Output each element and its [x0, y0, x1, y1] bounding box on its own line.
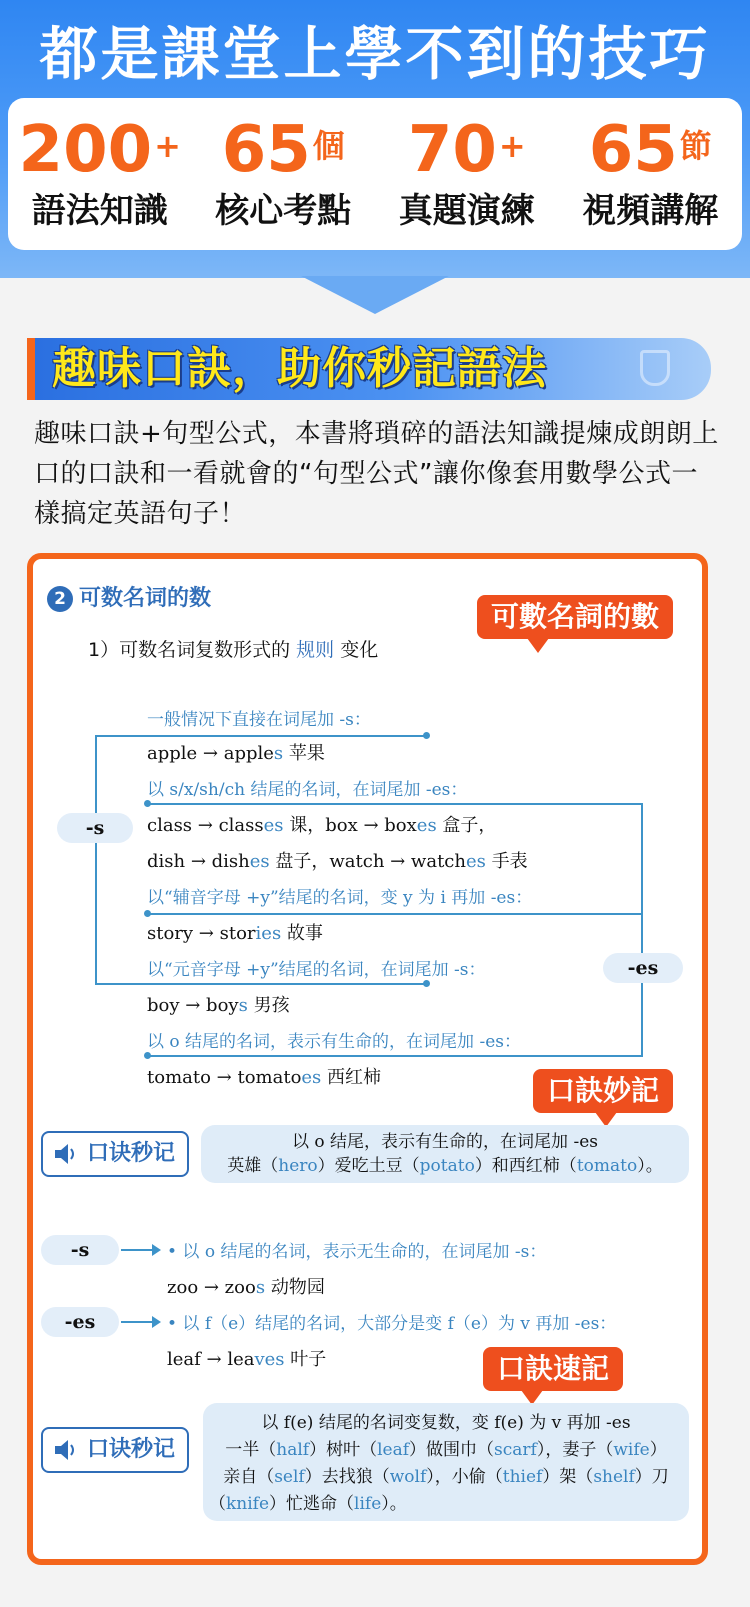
stat-unit: 個 — [312, 127, 345, 165]
example-line: tomato → tomatoes 西红柿 — [147, 1067, 382, 1088]
bracket-line — [147, 913, 643, 915]
down-pointer-icon — [301, 276, 449, 314]
section-title-text: 可数名词的数 — [79, 586, 212, 611]
stat-value: 70 — [407, 113, 497, 187]
mnemonic-label — [41, 1427, 189, 1473]
rule-text: 以“元音字母 +y”结尾的名词，在词尾加 -s： — [147, 960, 486, 980]
stat-exercises — [375, 98, 559, 250]
bracket-dot — [144, 800, 151, 807]
mnemonic-line: 亲自（self）去找狼（wolf），小偷（thief）架（shelf）刀 — [223, 1467, 669, 1487]
intro-paragraph: 趣味口訣+句型公式，本書將瑣碎的語法知識提煉成朗朗上口的口訣和一看就會的“句型公式”讓你像套用數學公式一樣搞定英語句子！ — [34, 419, 719, 529]
arrow-right-icon — [121, 1321, 159, 1323]
speaker-icon — [53, 1439, 79, 1461]
rule-text: 以“辅音字母 +y”结尾的名词，变 y 为 i 再加 -es： — [147, 888, 533, 908]
example-line: zoo → zoos 动物园 — [167, 1277, 325, 1298]
stat-label: 語法知識 — [31, 191, 168, 231]
subtitle-text: 1）可数名词复数形式的 — [88, 639, 291, 661]
suffix-s-pill: -s — [41, 1235, 119, 1265]
tag-quick-mnemonic: 口訣速記 — [483, 1347, 623, 1391]
suffix-es-pill: -es — [41, 1307, 119, 1337]
stat-videos — [559, 98, 743, 250]
grammar-sample-card — [27, 553, 708, 1565]
bracket-line — [147, 803, 643, 805]
section-title — [47, 583, 211, 615]
stat-grammar — [8, 98, 192, 250]
speaker-icon — [53, 1143, 79, 1165]
example-line: story → stories 故事 — [147, 923, 323, 944]
mnemonic-line: 以 o 结尾，表示有生命的，在词尾加 -es — [292, 1132, 598, 1152]
bracket-dot — [144, 1052, 151, 1059]
bracket-dot — [423, 980, 430, 987]
example-line: boy → boys 男孩 — [147, 995, 290, 1016]
stat-label: 核心考點 — [215, 191, 352, 231]
mnemonic-box — [201, 1125, 689, 1183]
example-line: dish → dishes 盘子，watch → watches 手表 — [147, 851, 528, 872]
stat-value: 200 — [18, 113, 153, 187]
slogan-accent — [27, 338, 35, 400]
stat-unit: + — [498, 127, 526, 165]
mnemonic-label-text: 口诀秒记 — [87, 1437, 176, 1462]
stat-unit: 節 — [679, 127, 712, 165]
slogan-heading: 趣味口訣，助你秒記語法 — [52, 343, 547, 394]
section-number-badge: 2 — [47, 586, 73, 612]
tag-countable-nouns: 可數名詞的數 — [477, 595, 673, 639]
stat-label: 視頻講解 — [582, 191, 719, 231]
subsection-title — [88, 635, 378, 662]
rule-text: • 以 f（e）结尾的名词，大部分是变 f（e）为 v 再加 -es： — [167, 1314, 617, 1334]
stat-value: 65 — [588, 113, 678, 187]
suffix-es-pill: -es — [603, 953, 683, 983]
arrow-right-icon — [121, 1249, 159, 1251]
subtitle-keyword: 规则 — [296, 639, 335, 661]
stat-unit: + — [154, 127, 181, 165]
bracket-line — [95, 735, 427, 737]
page-title: 都是課堂上學不到的技巧 — [39, 20, 711, 88]
bracket-line — [95, 983, 427, 985]
mnemonic-line: 以 f(e) 结尾的名词变复数，变 f(e) 为 v 再加 -es — [261, 1413, 631, 1433]
stat-points — [192, 98, 376, 250]
mnemonic-label — [41, 1131, 189, 1177]
mnemonic-box — [203, 1403, 689, 1521]
example-line: leaf → leaves 叶子 — [167, 1349, 327, 1370]
example-line: apple → apples 苹果 — [147, 743, 325, 764]
rule-text: • 以 o 结尾的名词，表示无生命的，在词尾加 -s： — [167, 1242, 547, 1262]
mnemonic-label-text: 口诀秒记 — [87, 1141, 176, 1166]
shield-icon — [640, 350, 670, 386]
tag-mnemonic: 口訣妙記 — [533, 1069, 673, 1113]
example-line: class → classes 课，box → boxes 盒子， — [147, 815, 497, 836]
rule-text: 以 o 结尾的名词，表示有生命的，在词尾加 -es： — [147, 1032, 521, 1052]
stats-card — [8, 98, 742, 250]
subtitle-text: 变化 — [340, 639, 379, 661]
rule-text: 以 s/x/sh/ch 结尾的名词，在词尾加 -es： — [147, 780, 468, 800]
header-banner — [0, 0, 750, 278]
rule-text: 一般情况下直接在词尾加 -s： — [147, 710, 371, 730]
bracket-dot — [423, 732, 430, 739]
stat-label: 真題演練 — [398, 191, 535, 231]
stat-value: 65 — [221, 113, 311, 187]
suffix-s-pill: -s — [57, 813, 133, 843]
mnemonic-line: 一半（half）树叶（leaf）做围巾（scarf），妻子（wife） — [225, 1440, 667, 1460]
mnemonic-line: 英雄（hero）爱吃土豆（potato）和西红柿（tomato）。 — [227, 1156, 663, 1176]
mnemonic-line: （knife）忙逃命（life）。 — [209, 1494, 407, 1514]
bracket-line — [95, 735, 97, 985]
bracket-line — [641, 803, 643, 1057]
bracket-dot — [144, 910, 151, 917]
bracket-line — [147, 1055, 643, 1057]
